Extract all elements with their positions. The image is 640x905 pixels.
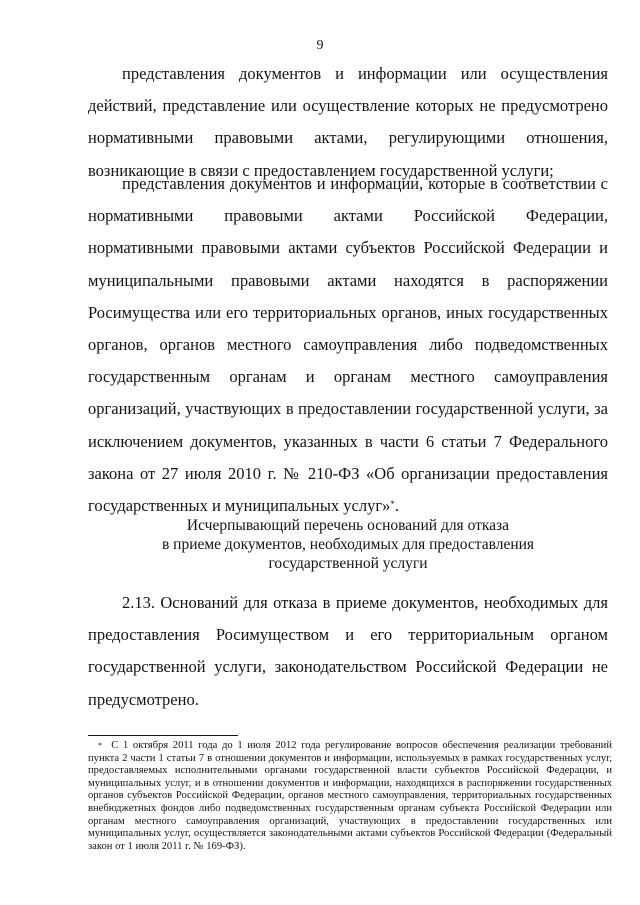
footnote-marker: *: [98, 741, 102, 750]
heading-line-3: государственной услуги: [268, 555, 428, 572]
section-heading: [88, 516, 608, 573]
footnote-text: С 1 октября 2011 года до 1 июля 2012 года регулирование вопросов обеспечения реализации требований пункта 2 части 1 статьи 7 в отношении документов и информации, используемых в рамках государственных услуг, предоставляемых исполнительными органами государственной власти субъектов Российской Федерации, и муниципальных услуг, и в отношении документов и информации, находящихся в распоряжении государственных органов субъектов Российской Федерации, органов местного самоуправления, территориальных государственных внебюджетных фондов либо подведомственных государственным органам субъекта Российской Федерации или органам местного самоуправления организаций, участвующих в предоставлении государственных или муниципальных услуг, осуществляется законодательными актами субъектов Российской Федерации (Федеральный закон от 1 июля 2011 г. № 169-ФЗ).: [88, 740, 612, 852]
heading-line-2: в приеме документов, необходимых для предоставления: [161, 536, 535, 553]
paragraph-text: 2.13. Оснований для отказа в приеме документов, необходимых для предоставления Росимуществом и его территориальным органом государственной услуги, законодательством Российской Федерации не предусмотрено.: [88, 593, 608, 709]
paragraph-2-13: [88, 587, 608, 716]
paragraph-text-wrapper: [88, 168, 608, 522]
paragraph-documents-information: [88, 168, 608, 522]
footnote-reference: *: [390, 499, 395, 510]
footnote-divider: [88, 735, 238, 736]
paragraph-end-punctuation: .: [394, 496, 399, 516]
footnote: [88, 740, 612, 853]
paragraph-text: представления документов и информации или осуществления действий, представление или осуществление которых не предусмотрено нормативными правовыми актами, регулирующими отношения, возникающие в связи с предоставлением государственной услуги;: [88, 64, 608, 180]
paragraph-text: представления документов и информации, которые в соответствии с нормативными правовыми актами Российской Федерации, нормативными правовыми актами субъектов Российской Федерации и муниципальными правовыми актами находятся в распоряжении Росимущества или его территориальных органов, иных государственных органов, органов местного самоуправления либо подведомственных государственным органам и органам местного самоуправления организаций, участвующих в предоставлении государственной услуги, за исключением документов, указанных в части 6 статьи 7 Федерального закона от 27 июля 2010 г. № 210-ФЗ «Об организации предоставления государственных и муниципальных услуг»: [88, 174, 608, 516]
heading-line-1: Исчерпывающий перечень оснований для отказа: [186, 517, 510, 534]
page-number: 9: [316, 38, 324, 53]
